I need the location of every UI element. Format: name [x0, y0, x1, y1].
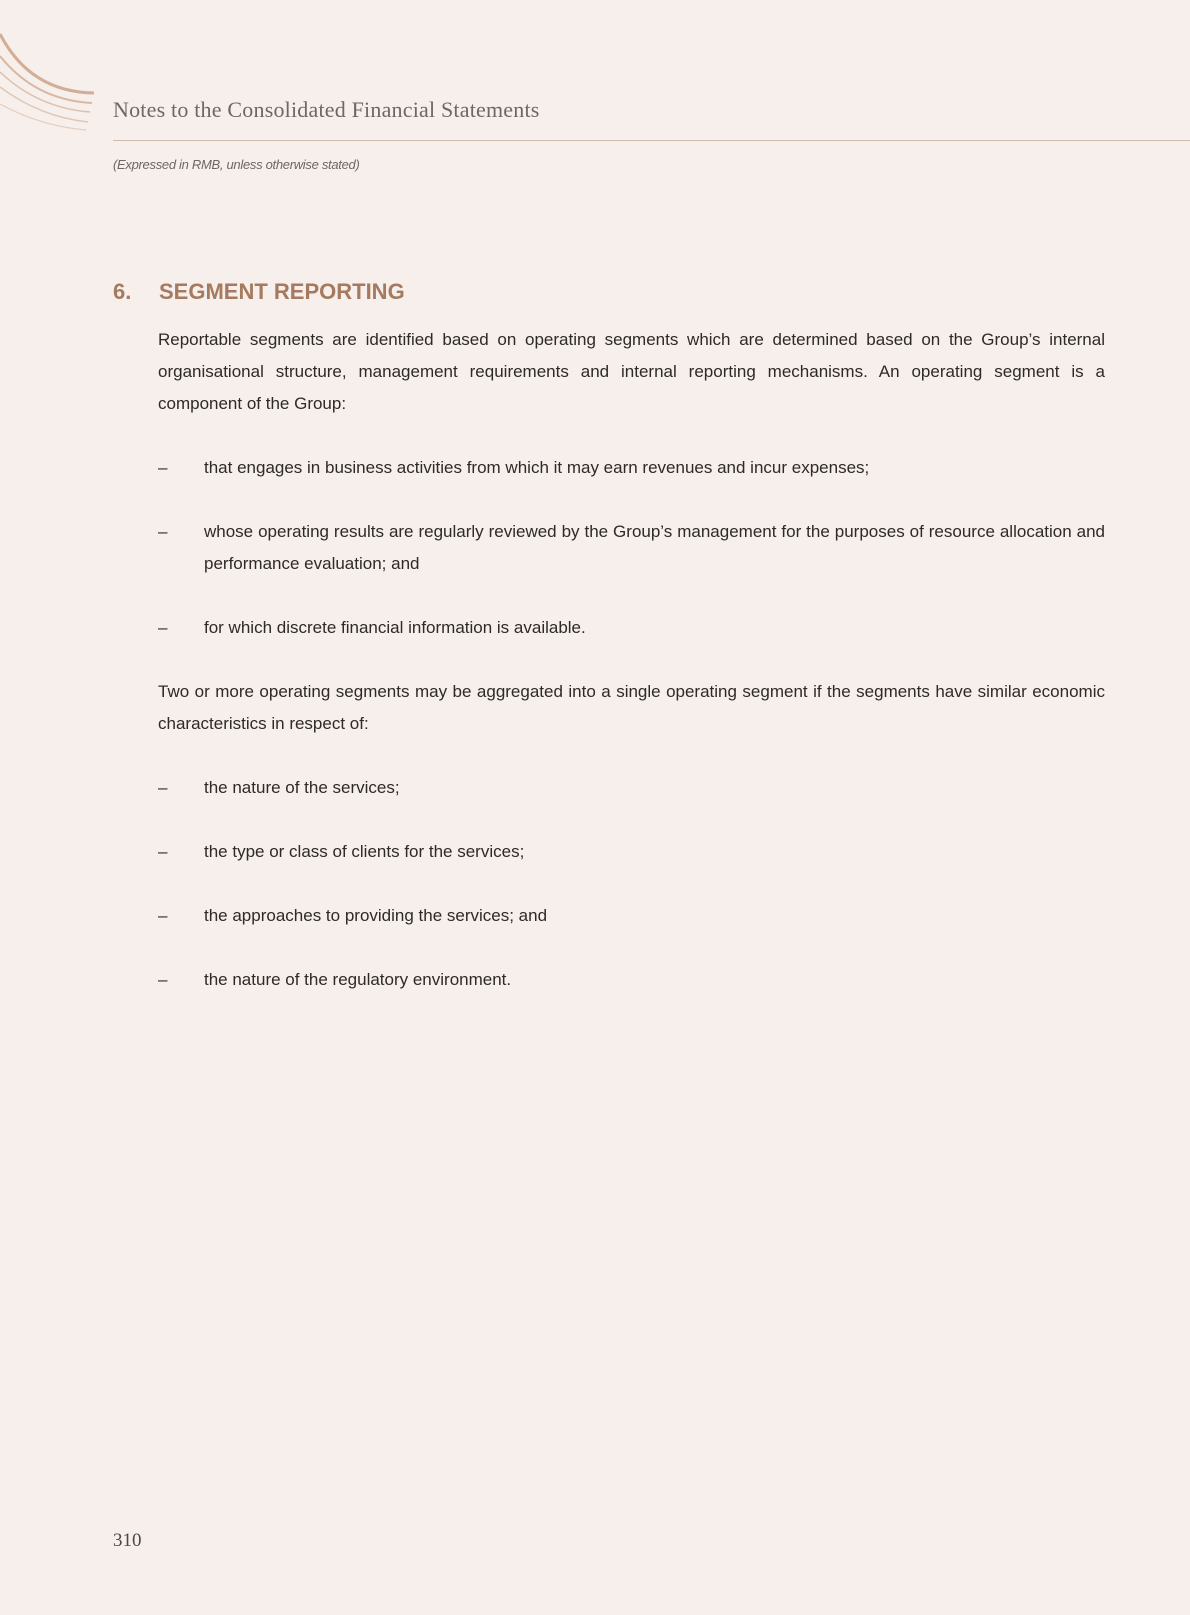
list-item: [158, 900, 1105, 932]
page-number: 310: [113, 1530, 142, 1551]
list-item-text: whose operating results are regularly reviewed by the Group’s management for the purposes of resource allocation and performance evaluation; and: [204, 522, 1105, 573]
list-item: [158, 964, 1105, 996]
bullet-dash: –: [158, 970, 168, 989]
component-criteria-list: [158, 452, 1105, 644]
page-header-title: Notes to the Consolidated Financial Statements: [113, 97, 540, 122]
currency-note: (Expressed in RMB, unless otherwise stated): [113, 157, 360, 172]
bullet-dash: –: [158, 842, 168, 861]
list-item-text: for which discrete financial information is available.: [204, 618, 586, 637]
section-body: [158, 324, 1105, 996]
list-item: [158, 612, 1105, 644]
bullet-dash: –: [158, 458, 168, 477]
bullet-dash: –: [158, 522, 168, 541]
list-item-text: the type or class of clients for the services;: [204, 842, 525, 861]
list-item-text: the nature of the services;: [204, 778, 400, 797]
list-item-text: the nature of the regulatory environment.: [204, 970, 512, 989]
aggregation-paragraph: Two or more operating segments may be aggregated into a single operating segment if the segments have similar economic characteristics in respect of:: [158, 682, 1105, 733]
intro-paragraph: Reportable segments are identified based on operating segments which are determined based on the Group’s internal organisational structure, management requirements and internal reporting mechanisms. An operating segment is a component of the Group:: [158, 330, 1105, 413]
list-item: [158, 452, 1105, 484]
section-number: 6.: [113, 279, 132, 304]
header-divider: [113, 140, 1190, 141]
list-item-text: that engages in business activities from which it may earn revenues and incur expenses;: [204, 458, 870, 477]
bullet-dash: –: [158, 618, 168, 637]
list-item: [158, 836, 1105, 868]
corner-arc-decoration: [0, 0, 100, 145]
aggregation-criteria-list: [158, 772, 1105, 996]
section-title: SEGMENT REPORTING: [159, 279, 405, 304]
section-heading: [113, 279, 405, 305]
bullet-dash: –: [158, 778, 168, 797]
bullet-dash: –: [158, 906, 168, 925]
list-item-text: the approaches to providing the services; and: [204, 906, 548, 925]
list-item: [158, 516, 1105, 580]
list-item: [158, 772, 1105, 804]
